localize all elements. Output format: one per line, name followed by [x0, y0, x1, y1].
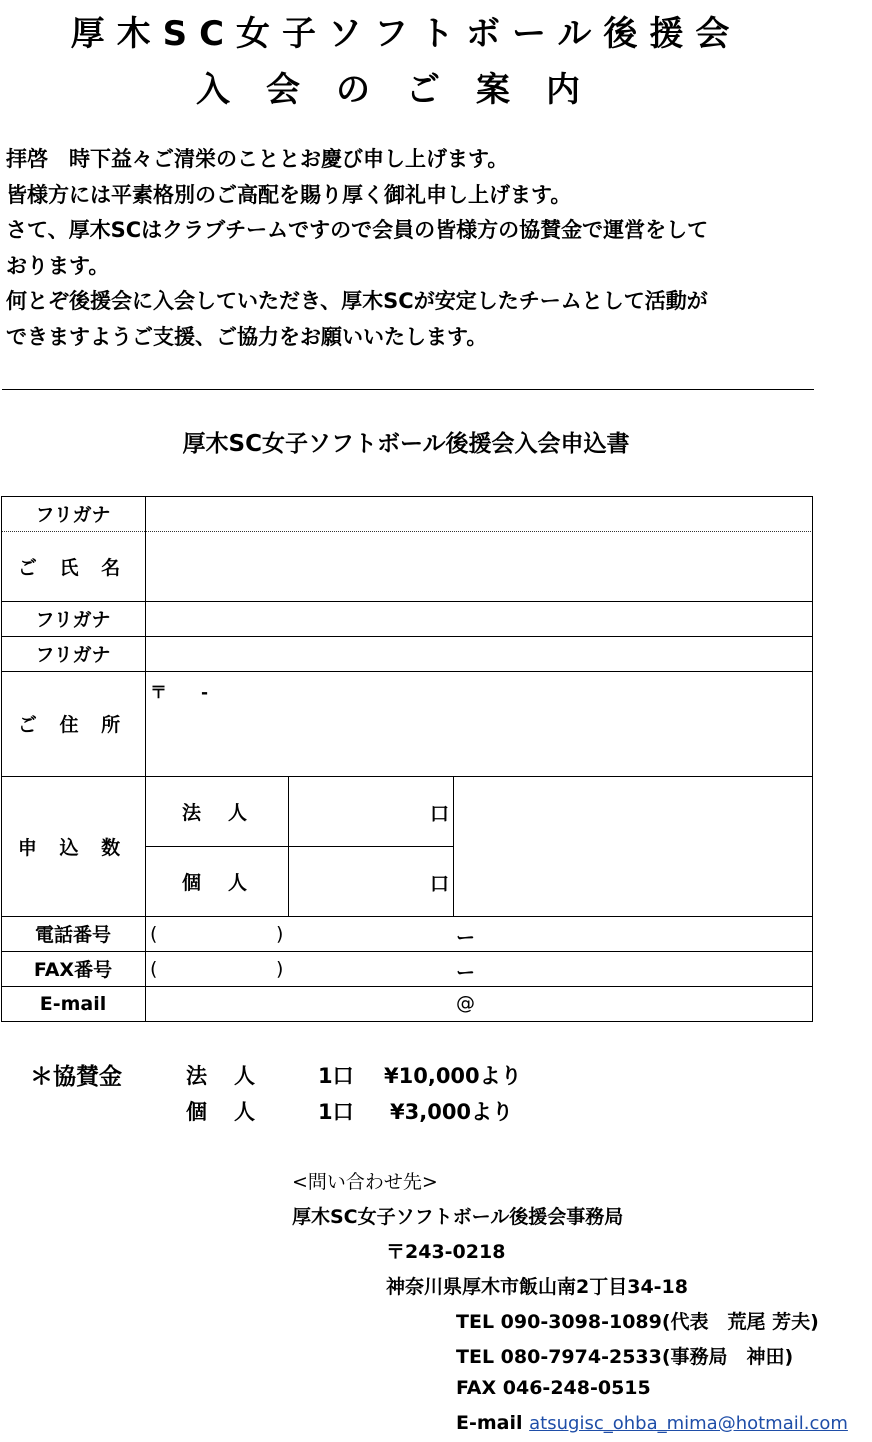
- name-label: ご 氏 名: [17, 556, 129, 579]
- furigana-label: フリガナ: [35, 644, 111, 666]
- contact-org: 厚木SC女子ソフトボール後援会事務局: [292, 1206, 624, 1228]
- paren-open: (: [150, 958, 158, 980]
- corporate-label: 法 人: [181, 801, 251, 824]
- furigana-input[interactable]: [146, 637, 812, 671]
- fax-input[interactable]: [146, 952, 812, 986]
- individual-count-input[interactable]: [289, 847, 453, 916]
- individual-label: 個 人: [181, 871, 251, 894]
- paren-close: ): [276, 923, 284, 945]
- fax-label: FAX番号: [33, 959, 113, 981]
- intro-line: できますようご支援、ご協力をお願いいたします。: [6, 324, 488, 349]
- contact-fax: FAX 046-248-0515: [456, 1377, 651, 1399]
- furigana-label: フリガナ: [35, 504, 111, 526]
- paren-open: (: [150, 923, 158, 945]
- table-border: [812, 496, 813, 1022]
- unit-label: 口: [429, 803, 449, 825]
- contact-tel: TEL 090-3098-1089(代表 荒尾 芳夫): [456, 1311, 819, 1333]
- sponsorship-amount: ¥10,000より: [384, 1064, 522, 1088]
- page-title: 厚木SC女子ソフトボール後援会: [70, 14, 742, 54]
- unit-label: 口: [429, 873, 449, 895]
- paren-close: ): [276, 958, 284, 980]
- contact-postal: 〒243-0218: [386, 1241, 506, 1263]
- contact-heading: <問い合わせ先>: [292, 1171, 438, 1193]
- table-divider: [453, 776, 454, 916]
- address-input[interactable]: [146, 672, 812, 776]
- page-subtitle: 入会のご案内: [196, 70, 616, 110]
- sponsorship-amount: ¥3,000より: [390, 1100, 514, 1124]
- contact-tel: TEL 080-7974-2533(事務局 神田): [456, 1346, 794, 1368]
- intro-line: 拝啓 時下益々ご清栄のこととお慶び申し上げます。: [6, 147, 509, 171]
- sponsorship-label: ＊協賛金: [30, 1064, 122, 1090]
- section-divider: [2, 389, 814, 390]
- email-link[interactable]: atsugisc_ohba_mima@hotmail.com: [529, 1413, 848, 1434]
- intro-text: [6, 142, 816, 355]
- contact-email: [456, 1412, 848, 1434]
- name-input[interactable]: [146, 532, 812, 601]
- sponsorship-units: 1口: [318, 1064, 354, 1088]
- intro-line: さて、厚木SCはクラブチームですので会員の皆様方の協賛金で運営をして: [6, 218, 709, 242]
- sponsorship-type: 法 人: [186, 1064, 258, 1088]
- applications-label: 申 込 数: [17, 836, 129, 859]
- sponsorship-units: 1口: [318, 1100, 354, 1124]
- address-label: ご 住 所: [17, 714, 129, 736]
- furigana-label: フリガナ: [35, 609, 111, 631]
- email-label: E-mail: [39, 992, 107, 1015]
- at-sign: @: [456, 992, 475, 1014]
- phone-input[interactable]: [146, 917, 812, 951]
- dash: ー: [456, 927, 476, 949]
- contact-email-label: E-mail: [456, 1412, 523, 1434]
- intro-line: 皆様方には平素格別のご高配を賜り厚く御礼申し上げます。: [6, 182, 572, 207]
- furigana-input[interactable]: [146, 497, 812, 531]
- email-input[interactable]: [146, 987, 812, 1021]
- contact-address: 神奈川県厚木市飯山南2丁目34-18: [386, 1276, 688, 1298]
- postal-prefix: 〒 -: [150, 683, 209, 703]
- dash: ー: [456, 962, 476, 984]
- corporate-count-input[interactable]: [289, 777, 453, 846]
- phone-label: 電話番号: [34, 924, 111, 946]
- intro-line: おります。: [6, 253, 110, 278]
- sponsorship-type: 個 人: [186, 1100, 258, 1124]
- form-title: 厚木SC女子ソフトボール後援会入会申込書: [182, 431, 630, 457]
- furigana-input[interactable]: [146, 602, 812, 636]
- intro-line: 何とぞ後援会に入会していただき、厚木SCが安定したチームとして活動が: [6, 289, 708, 313]
- table-border: [1, 1021, 813, 1022]
